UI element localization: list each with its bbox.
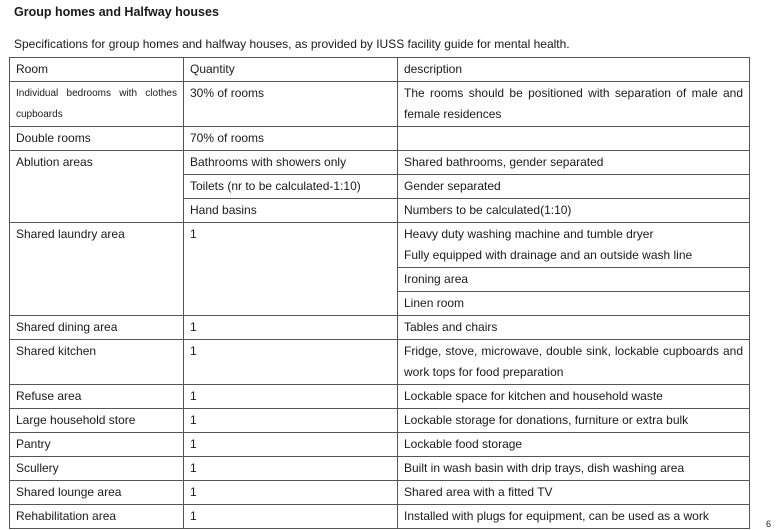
room-cell: Shared dining area — [10, 316, 184, 340]
table-row — [10, 409, 750, 433]
room-cell: Rehabilitation area — [10, 505, 184, 529]
description-cell: Lockable space for kitchen and household waste — [398, 385, 750, 409]
quantity-cell: 1 — [184, 223, 398, 316]
room-word: Individual — [16, 88, 59, 99]
room-word: bedrooms — [66, 88, 111, 99]
room-name-line — [16, 83, 177, 104]
table-row — [10, 151, 750, 175]
table-row — [10, 223, 750, 268]
intro-paragraph: Specifications for group homes and halfway houses, as provided by IUSS facility guide for mental health. — [14, 37, 570, 51]
table-row — [10, 385, 750, 409]
header-room: Room — [10, 58, 184, 82]
room-cell: Double rooms — [10, 127, 184, 151]
description-cell: Built in wash basin with drip trays, dish washing area — [398, 457, 750, 481]
quantity-cell: Toilets (nr to be calculated-1:10) — [184, 175, 398, 199]
table-row — [10, 433, 750, 457]
specifications-table — [9, 57, 750, 529]
quantity-cell: 1 — [184, 340, 398, 385]
description-cell: Shared area with a fitted TV — [398, 481, 750, 505]
description-cell: Gender separated — [398, 175, 750, 199]
quantity-cell: 1 — [184, 409, 398, 433]
quantity-cell: 1 — [184, 481, 398, 505]
description-cell: Shared bathrooms, gender separated — [398, 151, 750, 175]
room-cell: Large household store — [10, 409, 184, 433]
description-cell: Ironing area — [398, 268, 750, 292]
page-heading: Group homes and Halfway houses — [14, 5, 219, 19]
room-cell: Ablution areas — [10, 151, 184, 223]
quantity-cell: 1 — [184, 385, 398, 409]
description-cell: Linen room — [398, 292, 750, 316]
description-cell: Tables and chairs — [398, 316, 750, 340]
room-word: with — [119, 88, 138, 99]
room-cell: Shared laundry area — [10, 223, 184, 316]
room-cell: Scullery — [10, 457, 184, 481]
quantity-cell: 70% of rooms — [184, 127, 398, 151]
table-row — [10, 481, 750, 505]
description-cell: Fridge, stove, microwave, double sink, lockable cupboards and work tops for food preparation — [398, 340, 750, 385]
quantity-cell: 1 — [184, 316, 398, 340]
room-cell: Shared kitchen — [10, 340, 184, 385]
quantity-cell: Bathrooms with showers only — [184, 151, 398, 175]
room-cell — [10, 82, 184, 127]
table-row — [10, 82, 750, 127]
description-cell — [398, 223, 750, 268]
quantity-cell: 30% of rooms — [184, 82, 398, 127]
page-number: 6 — [765, 519, 771, 529]
description-line: Heavy duty washing machine and tumble dryer — [404, 227, 654, 241]
table-row — [10, 457, 750, 481]
description-cell: Lockable food storage — [398, 433, 750, 457]
room-word: clothes — [145, 88, 177, 99]
quantity-cell: 1 — [184, 457, 398, 481]
description-cell — [398, 127, 750, 151]
quantity-cell: 1 — [184, 505, 398, 529]
table-row — [10, 505, 750, 529]
quantity-cell: 1 — [184, 433, 398, 457]
table-header-row — [10, 58, 750, 82]
table-row — [10, 316, 750, 340]
description-cell: Lockable storage for donations, furniture or extra bulk — [398, 409, 750, 433]
description-cell: Numbers to be calculated(1:10) — [398, 199, 750, 223]
description-line: Fully equipped with drainage and an outside wash line — [404, 248, 693, 262]
table-row — [10, 127, 750, 151]
header-quantity: Quantity — [184, 58, 398, 82]
header-description: description — [398, 58, 750, 82]
description-cell: The rooms should be positioned with separation of male and female residences — [398, 82, 750, 127]
room-name-line: cupboards — [16, 109, 63, 120]
quantity-cell: Hand basins — [184, 199, 398, 223]
table-row — [10, 340, 750, 385]
room-cell: Shared lounge area — [10, 481, 184, 505]
room-cell: Refuse area — [10, 385, 184, 409]
description-cell: Installed with plugs for equipment, can be used as a work — [398, 505, 750, 529]
room-cell: Pantry — [10, 433, 184, 457]
